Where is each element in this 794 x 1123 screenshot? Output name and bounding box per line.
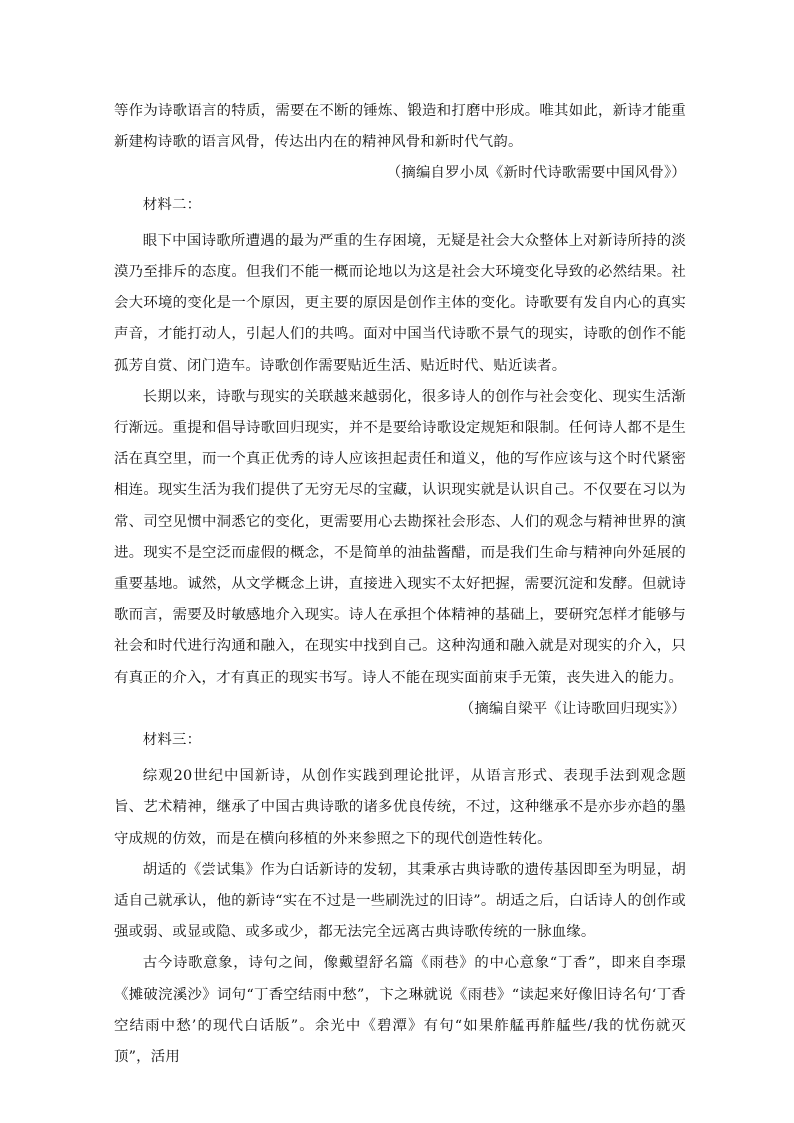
paragraph-material-three-3: 古今诗歌意象，诗句之间，像戴望舒名篇《雨巷》的中心意象“丁香”，即来自李璟《摊破浣溪沙》词句“丁香空结雨中愁”，卞之琳就说《雨巷》“读起来好像旧诗名句‘丁香空结雨中愁’的现代白话版”。余光中《碧潭》有句“如果舴艋再舴艋些/我的忧伤就灭顶”，活用 [114, 955, 686, 1066]
document-body [114, 96, 686, 1073]
material-two-heading: 材料二： [142, 196, 202, 213]
material-three-heading: 材料三： [142, 732, 202, 749]
paragraph-material-three-2: 胡适的《尝试集》作为白话新诗的发轫，其秉承古典诗歌的遗传基因即至为明显，胡适自己就承认，他的新诗“实在不过是一些刷洗过的旧诗”。胡适之后，白话诗人的创作或强或弱、或显或隐、或多或少，都无法完全远离古典诗歌传统的一脉血缘。 [114, 861, 686, 941]
paragraph-material-two-2: 长期以来，诗歌与现实的关联越来越弱化，很多诗人的创作与社会变化、现实生活渐行渐远。重提和倡导诗歌回归现实，并不是要给诗歌设定规矩和限制。任何诗人都不是生活在真空里，而一个真正优秀的诗人应该担起责任和道义，他的写作应该与这个时代紧密相连。现实生活为我们提供了无穷无尽的宝藏，认识现实就是认识自己。不仅要在习以为常、司空见惯中洞悉它的变化，更需要用心去勘探社会形态、人们的观念与精神世界的演进。现实不是空泛而虚假的概念，不是简单的油盐酱醋，而是我们生命与精神向外延展的重要基地。诚然，从文学概念上讲，直接进入现实不太好把握，需要沉淀和发酵。但就诗歌而言，需要及时敏感地介入现实。诗人在承担个体精神的基础上，要研究怎样才能够与社会和时代进行沟通和融入，在现实中找到自己。这种沟通和融入就是对现实的介入，只有真正的介入，才有真正的现实书写。诗人不能在现实面前束手无策，丧失进入的能力。 [114, 388, 686, 686]
source-citation-2: （摘编自梁平《让诗歌回归现实》） [459, 700, 686, 717]
paragraph-continuation: 等作为诗歌语言的特质，需要在不断的锤炼、锻造和打磨中形成。唯其如此，新诗才能重新建构诗歌的语言风骨，传达出内在的精神风骨和新时代气韵。 [114, 103, 686, 151]
paragraph-material-two-1: 眼下中国诗歌所遭遇的最为严重的生存困境，无疑是社会大众整体上对新诗所持的淡漠乃至排斥的态度。但我们不能一概而论地以为这是社会大环境变化导致的必然结果。社会大环境的变化是一个原因，更主要的原因是创作主体的变化。诗歌要有发自内心的真实声音，才能打动人，引起人们的共鸣。面对中国当代诗歌不景气的现实，诗歌的创作不能孤芳自赏、闭门造车。诗歌创作需要贴近生活、贴近时代、贴近读者。 [114, 232, 686, 374]
paragraph-material-three-1: 综观20世纪中国新诗，从创作实践到理论批评，从语言形式、表现手法到观念题旨、艺术精神，继承了中国古典诗歌的诸多优良传统，不过，这种继承不是亦步亦趋的墨守成规的仿效，而是在横向移植的外来参照之下的现代创造性转化。 [114, 768, 686, 847]
source-citation-1: （摘编自罗小凤《新时代诗歌需要中国风骨》） [386, 165, 686, 182]
